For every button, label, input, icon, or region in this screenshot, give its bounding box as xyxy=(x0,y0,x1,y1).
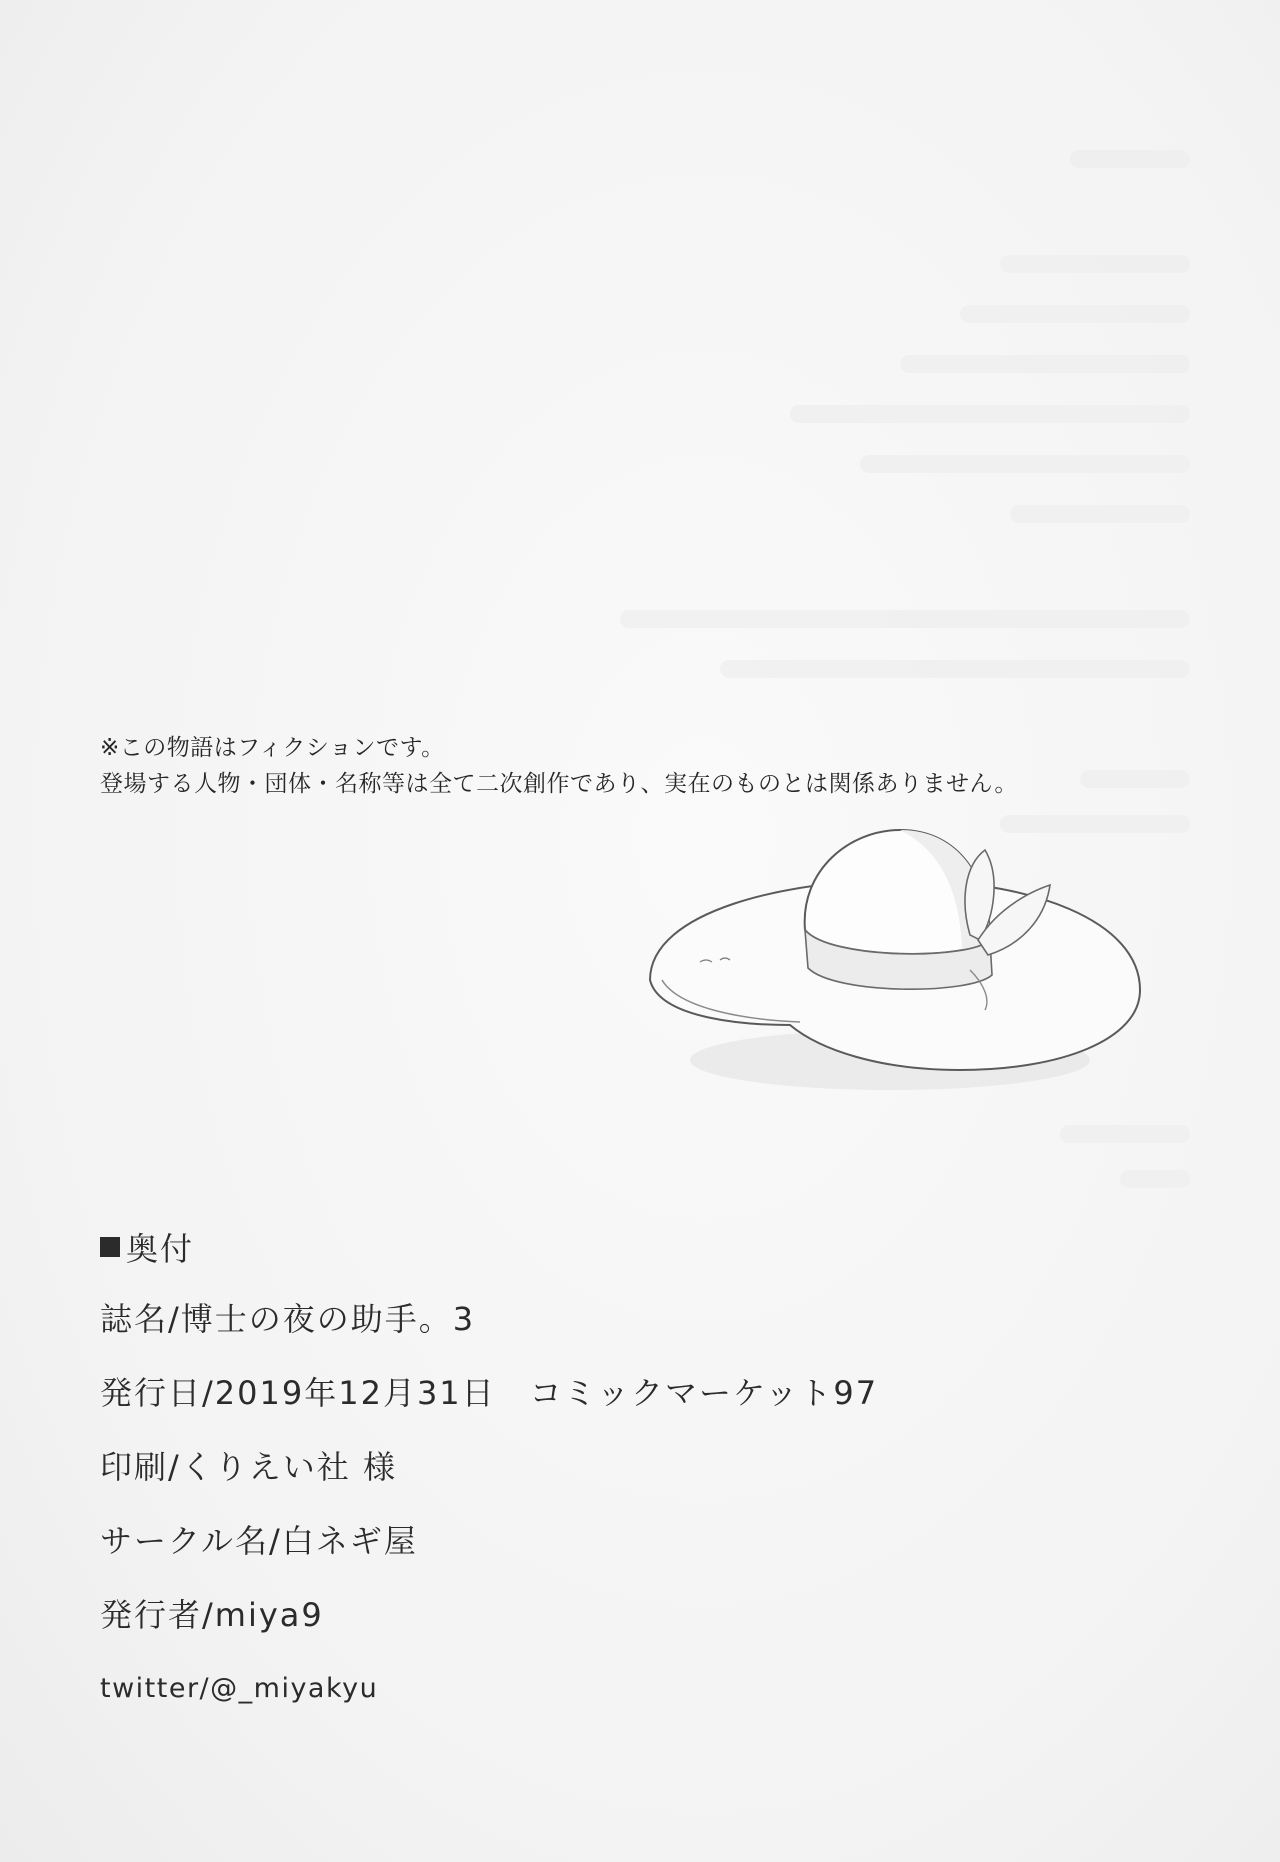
fiction-notice xyxy=(100,730,1018,802)
publisher-line: 発行者/miya9 xyxy=(100,1596,324,1634)
colophon-heading xyxy=(100,1225,878,1269)
release-date: 発行日/2019年12月31日 xyxy=(100,1374,496,1412)
colophon-heading-text: 奥付 xyxy=(126,1230,195,1268)
printer-line: 印刷/くりえい社 様 xyxy=(100,1448,397,1486)
date-line xyxy=(100,1371,878,1415)
notice-line-1: ※この物語はフィクションです。 xyxy=(100,735,445,761)
title-line: 誌名/博士の夜の助手。3 xyxy=(100,1300,476,1338)
sun-hat-illustration xyxy=(640,810,1160,1100)
notice-line-2: 登場する人物・団体・名称等は全て二次創作であり、実在のものとは関係ありません。 xyxy=(100,771,1018,797)
twitter-line: twitter/@_miyakyu xyxy=(100,1673,379,1704)
circle-line: サークル名/白ネギ屋 xyxy=(100,1522,418,1560)
colophon-block xyxy=(100,1225,878,1741)
event-name: コミックマーケット97 xyxy=(529,1374,879,1412)
square-bullet-icon xyxy=(100,1237,120,1257)
